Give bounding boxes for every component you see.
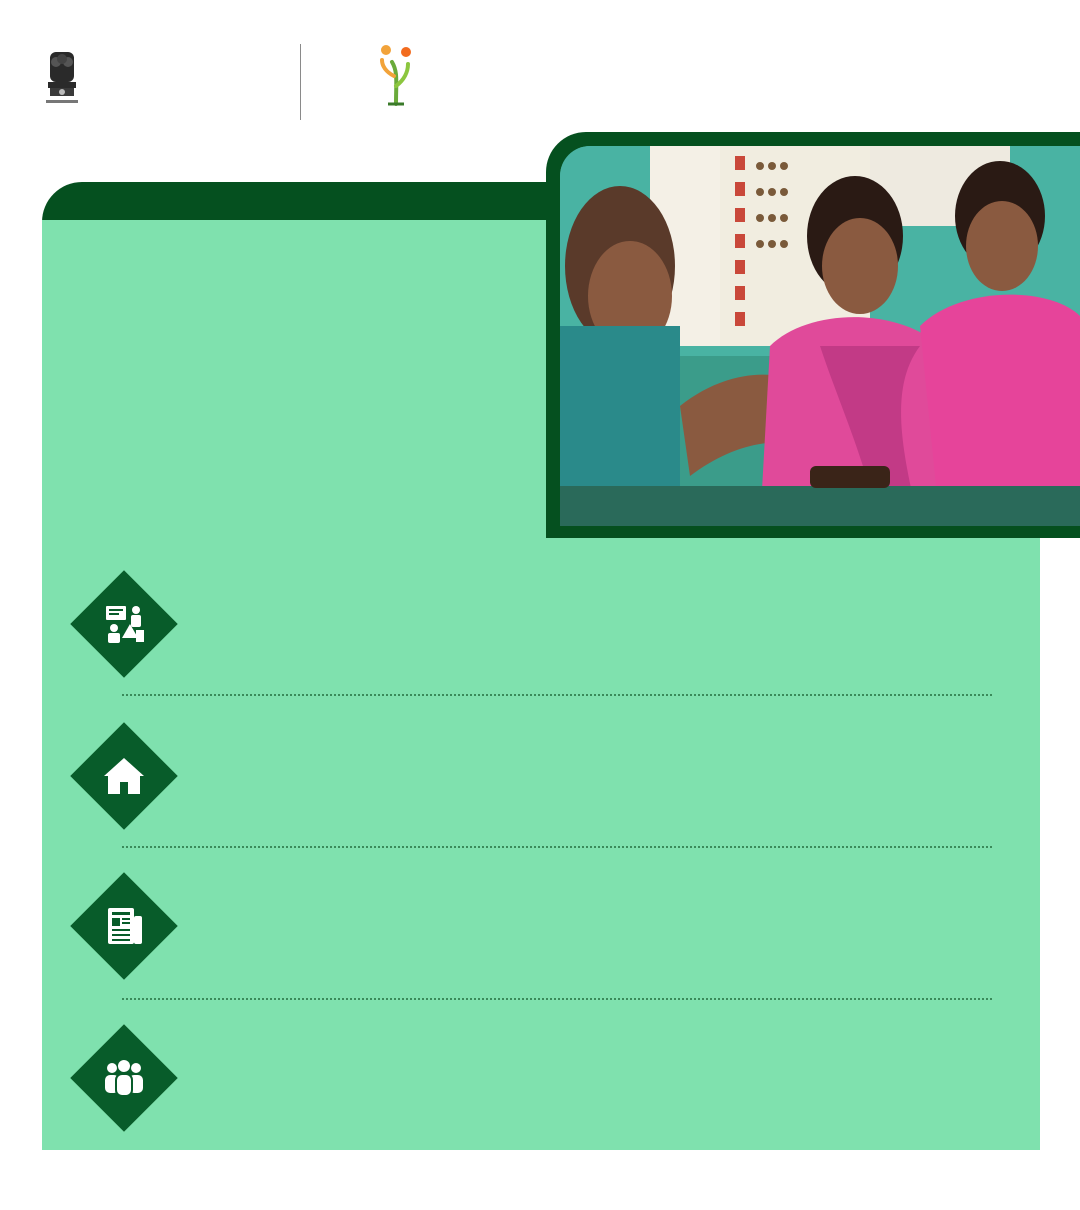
dotted-separator [122, 998, 992, 1000]
panel-tab-header [42, 182, 562, 222]
group-people-icon [92, 1046, 156, 1110]
photo-illustration [560, 146, 1080, 526]
list-item [72, 726, 1012, 846]
poshan-sprout-icon [378, 42, 414, 108]
dotted-separator [122, 694, 992, 696]
anganwadi-women-photo [560, 146, 1080, 526]
newspaper-icon [92, 894, 156, 958]
header-divider [300, 44, 301, 120]
list-item [72, 876, 1012, 996]
national-emblem-icon [42, 50, 82, 116]
list-item [72, 1028, 1012, 1138]
mygov-logo [928, 40, 1048, 130]
dotted-separator [122, 846, 992, 848]
list-item [72, 574, 1012, 694]
poshan-abhiyaan-logo [312, 54, 422, 126]
community-meeting-icon [92, 592, 156, 656]
decorative-arrows-right [1044, 544, 1064, 1144]
house-icon [92, 744, 156, 808]
ministry-logo [42, 48, 292, 120]
decorative-dots-top [44, 162, 564, 176]
